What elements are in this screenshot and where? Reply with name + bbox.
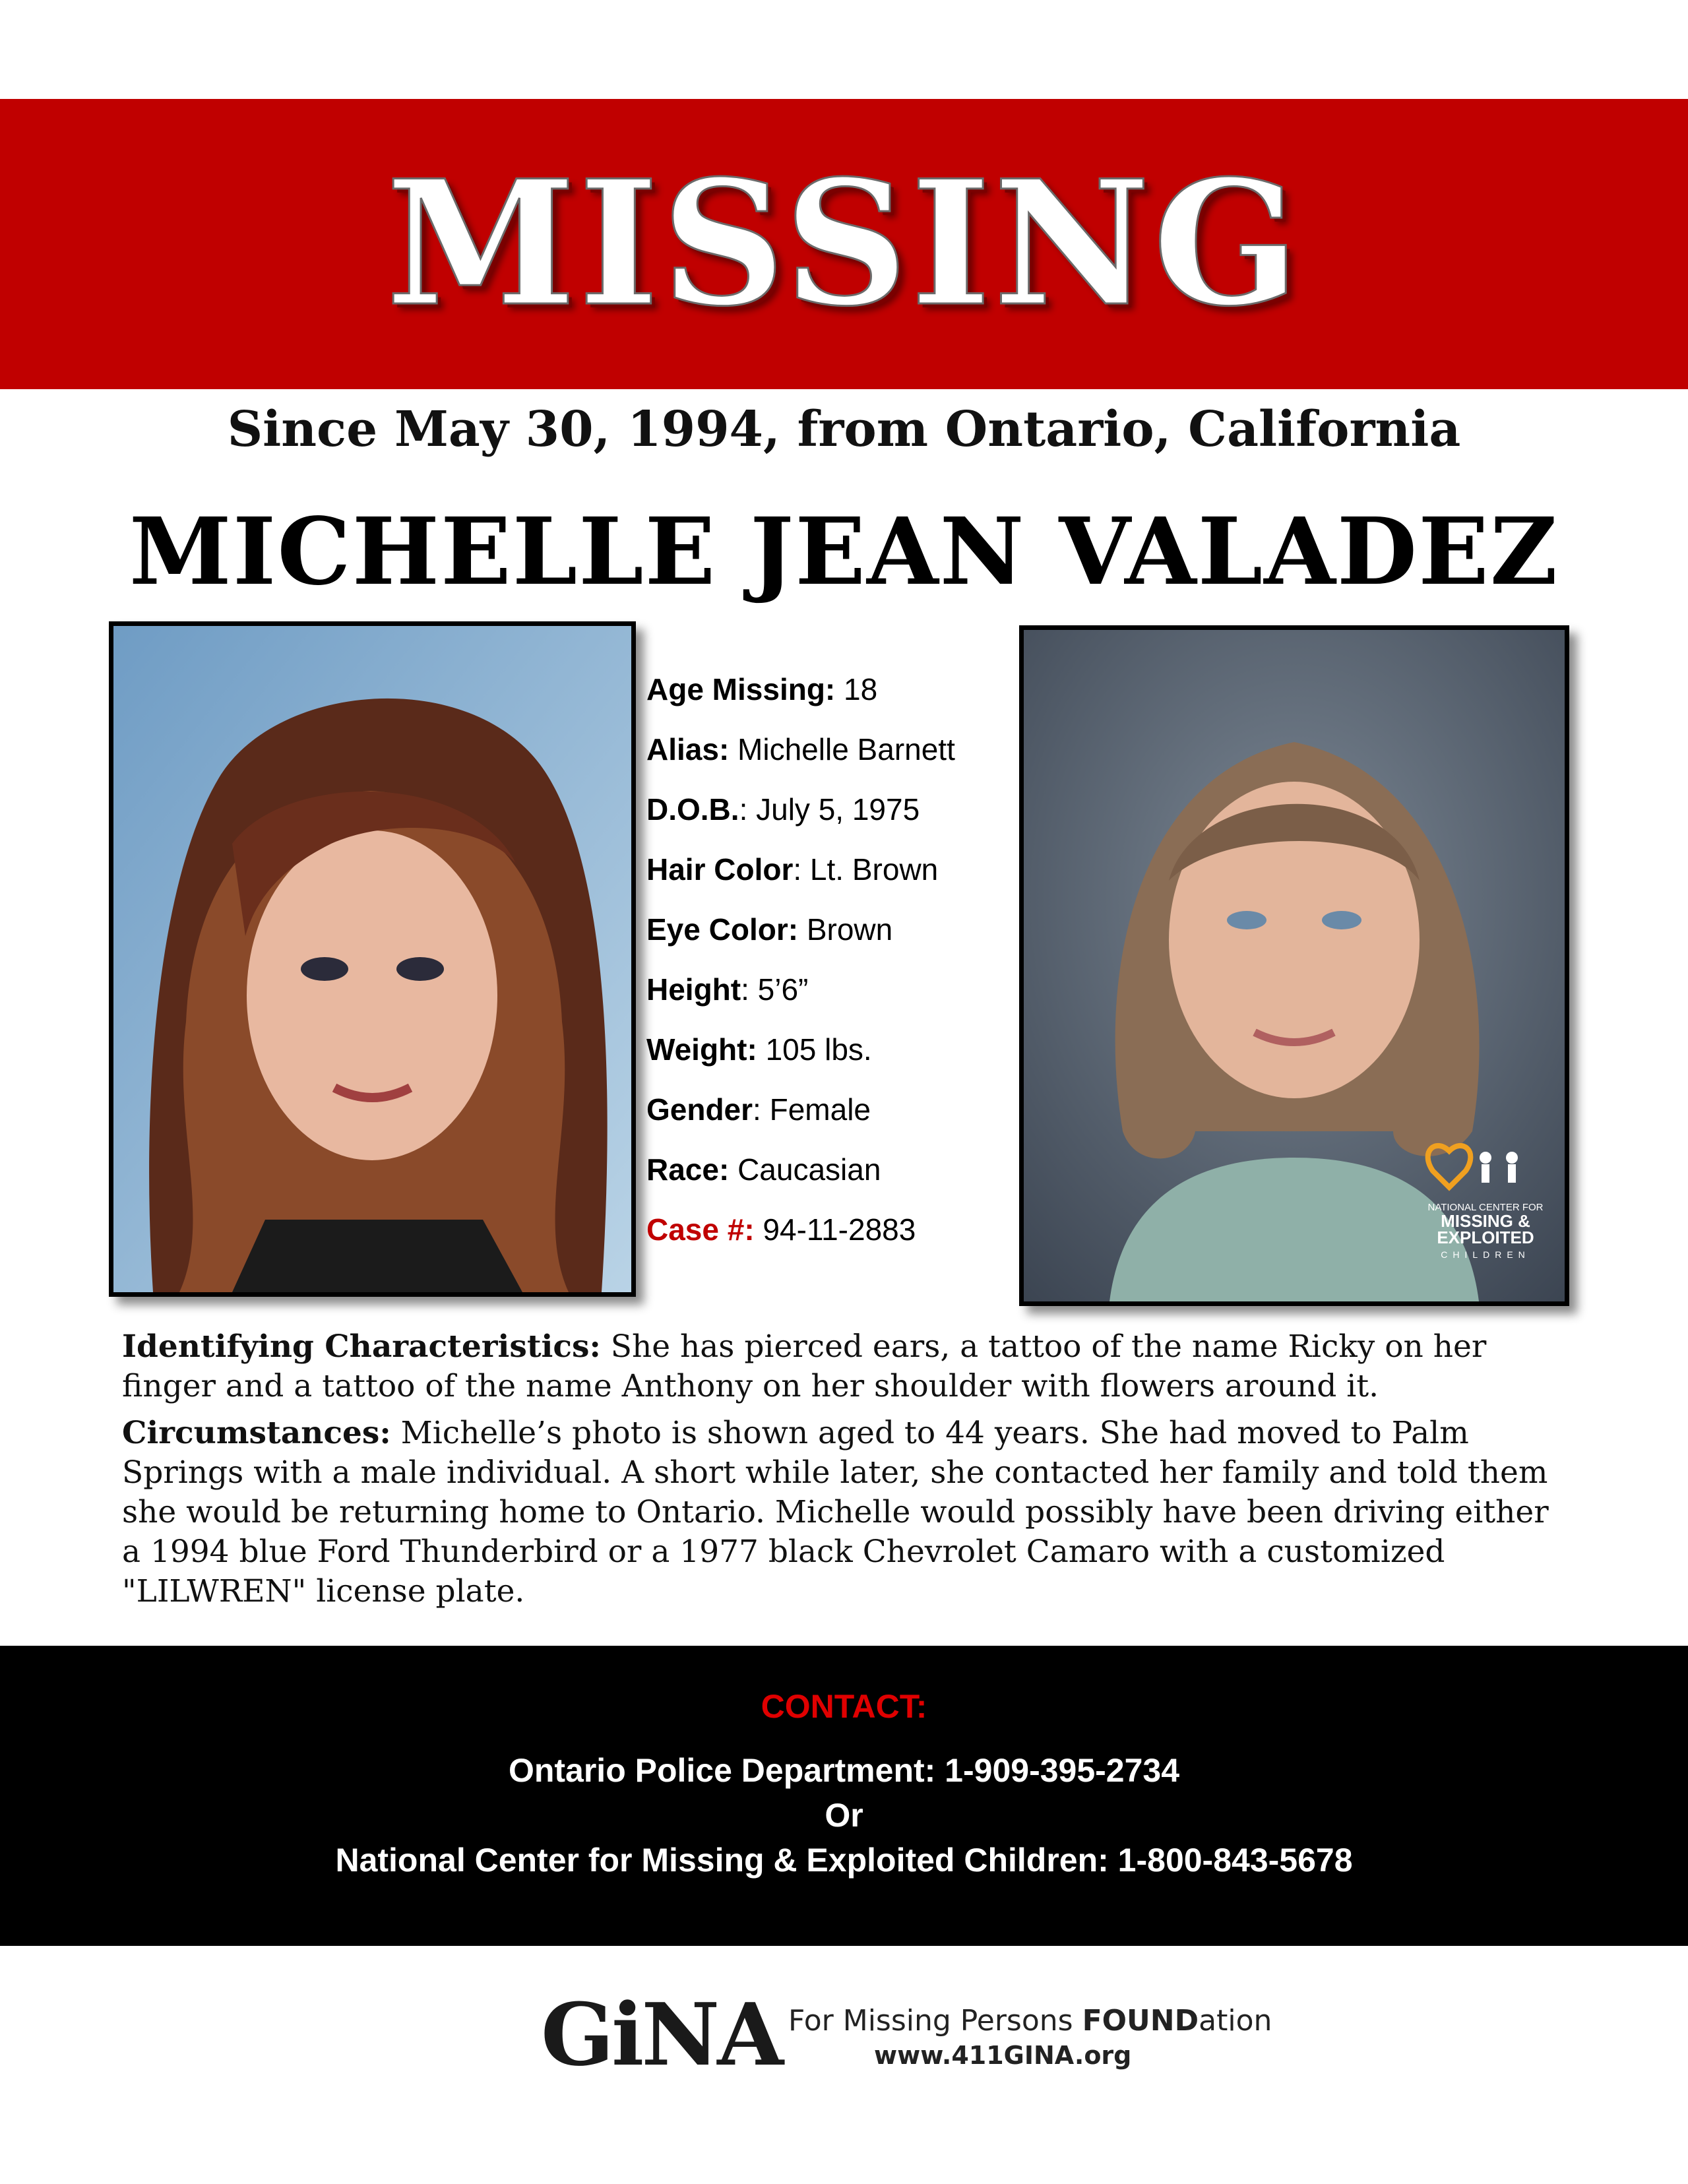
contact-or: Or (825, 1797, 863, 1834)
detail-case-number: Case #: 94-11-2883 (646, 1212, 916, 1247)
identifying-text: She has pierced ears, a tattoo of the name Ricky on her finger and a tattoo of the name Anthony on her shoulder with flowers around it. (122, 1328, 1487, 1404)
contact-ncmec: National Center for Missing & Exploited Children: 1-800-843-5678 (335, 1842, 1353, 1879)
circumstances (122, 1414, 1573, 1611)
contact-section (0, 1646, 1688, 1946)
detail-height: Height: 5’6” (646, 972, 809, 1007)
identifying-label: Identifying Characteristics: (122, 1328, 601, 1365)
ncmec-line2: MISSING & (1441, 1211, 1530, 1231)
circumstances-text: Michelle’s photo is shown aged to 44 years. She had moved to Palm Springs with a male individual. A short while later, she contacted her family and told them she would be returning home to Ontario. Michelle would possibly have been driving either a 1994 blue Ford Thunderbird or a 1977 black Chevrolet Camaro with a customized "LILWREN" license plate. (122, 1415, 1549, 1609)
details-list (646, 660, 1016, 1260)
since-line: Since May 30, 1994, from Ontario, California (227, 401, 1461, 458)
gina-tagline: For Missing Persons FOUNDation (788, 2004, 1272, 2038)
gina-logo: GiNA (541, 1984, 782, 2085)
ncmec-line3: EXPLOITED (1437, 1228, 1534, 1247)
detail-eye-color: Eye Color: Brown (646, 912, 893, 947)
ncmec-line1: NATIONAL CENTER FOR (1427, 1202, 1544, 1213)
detail-race: Race: Caucasian (646, 1152, 881, 1187)
identifying-characteristics (122, 1327, 1573, 1406)
contact-police: Ontario Police Department: 1-909-395-2734 (508, 1752, 1180, 1789)
banner-title: MISSING (386, 143, 1302, 344)
gina-footer (541, 1984, 1272, 2085)
gina-url: www.411GINA.org (874, 2041, 1132, 2070)
detail-dob: D.O.B.: July 5, 1975 (646, 792, 920, 827)
detail-weight: Weight: 105 lbs. (646, 1032, 872, 1067)
ncmec-line4: CHILDREN (1441, 1249, 1530, 1260)
person-name: MICHELLE JEAN VALADEZ (129, 498, 1559, 606)
detail-hair-color: Hair Color: Lt. Brown (646, 852, 939, 887)
portrait-image-left (113, 626, 631, 1292)
portrait-image-right (1024, 630, 1565, 1301)
detail-gender: Gender: Female (646, 1092, 871, 1127)
missing-banner (0, 99, 1688, 389)
circumstances-label: Circumstances: (122, 1415, 391, 1451)
detail-alias: Alias: Michelle Barnett (646, 732, 955, 766)
contact-title: CONTACT: (761, 1688, 927, 1725)
detail-age-missing: Age Missing: 18 (646, 672, 878, 706)
photo-at-disappearance (109, 621, 636, 1297)
age-progressed-photo (1019, 625, 1569, 1306)
